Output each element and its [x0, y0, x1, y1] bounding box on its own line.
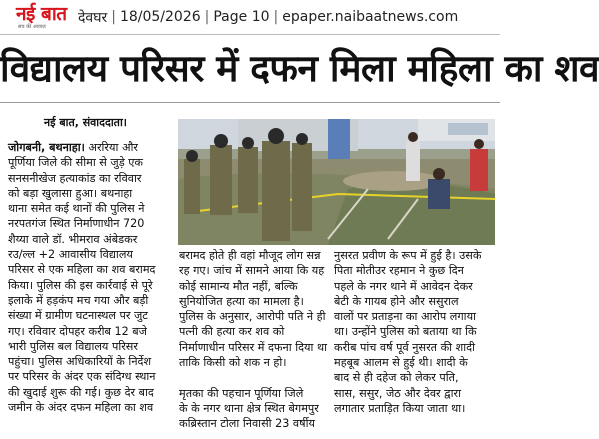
article-column-1 [8, 140, 171, 415]
column-line: बाद से ही दहेज को लेकर पति, [334, 371, 459, 385]
column-line: भारी पुलिस बल विद्यालय परिसर [8, 339, 138, 353]
column-line: ताकि किसी को शक न हो। [179, 356, 287, 370]
column-line: संख्या में ग्रामीण घटनास्थल पर जुट [8, 309, 148, 323]
column-line: सनसनीखेज हत्याकांड का रविवार [8, 171, 142, 185]
column-line: गए। रविवार दोपहर करीब 12 बजे [8, 324, 147, 338]
column-line: नुसरत प्रवीण के रूप में हुई है। उसके [334, 249, 482, 262]
column-line: नरपतगंज स्थित निर्माणाधीन 720 [8, 217, 145, 231]
logo-tagline: सच की आवाज़ [18, 23, 46, 30]
photo-illustration [178, 119, 495, 245]
column-line: रउ/ल्ल +2 आवासीय विद्यालय [8, 248, 133, 262]
column-line: बरामद होते ही वहां मौजूद लोग सन्न [179, 249, 321, 262]
column-line: कब्रिस्तान टोला निवासी 23 वर्षीय [179, 417, 315, 431]
article-byline: नई बात, संवाददाता। [44, 116, 127, 129]
column-line: करीब पांच वर्ष पूर्व नुसरत की शादी [334, 340, 475, 354]
column-line: किया। पुलिस की इस कार्रवाई से पूरे [8, 278, 153, 292]
column-line: पत्नी की हत्या कर शव को [179, 325, 285, 339]
newspaper-logo[interactable] [0, 0, 78, 34]
column-line: पुलिस के अनुसार, आरोपी पति ने ही [179, 310, 326, 324]
column-line: महबूब आलम से हुई थी। शादी के [334, 356, 468, 370]
column-line: निर्माणाधीन परिसर में दफना दिया था [179, 340, 328, 354]
article-photo[interactable] [178, 119, 495, 245]
column-line: बेटी के गायब होने और ससुराल [334, 294, 459, 308]
column-line: सुनियोजित हत्या का मामला है। [179, 294, 304, 308]
logo-text: नई बात [16, 2, 67, 25]
column-line: पहले के नगर थाने में आवेदन देकर [334, 279, 473, 293]
separator: | [273, 9, 279, 25]
column-line: पर परिसर के अंदर एक संदिग्ध स्थान [8, 370, 156, 384]
column-line: जोगबनी, बथनाहा। अररिया और [8, 141, 138, 154]
column-line: लगातार प्रताड़ित किया जाता था। [334, 401, 466, 415]
column-line: पिता मोतीउर रहमान ने कुछ दिन [334, 264, 464, 278]
column-line: पहुंचा। पुलिस अधिकारियों के निर्देश [8, 355, 152, 369]
site-link[interactable]: epaper.naibaatnews.com [282, 9, 459, 25]
column-line: सास, ससुर, जेठ और देवर द्वारा [334, 386, 461, 400]
article-headline: विद्यालय परिसर में दफन मिला महिला का शव [0, 47, 599, 90]
column-line [179, 370, 327, 385]
column-line: जमीन के अंदर दफन महिला का शव [8, 401, 154, 415]
column-line: इलाके में हड़कंप मच गया और बड़ी [8, 293, 149, 307]
column-line: पूर्णिया जिले की सीमा से जुड़े एक [8, 156, 144, 170]
article-column-2 [179, 248, 327, 432]
masthead-bar [0, 0, 500, 35]
edition-date: 18/05/2026 [119, 9, 201, 25]
column-line: थाना समेत कई थानों की पुलिस ने [8, 202, 145, 216]
separator: | [111, 9, 116, 25]
column-line: को बड़ा खुलासा हुआ। बथनाहा [8, 186, 133, 200]
column-line: की खुदाई शुरू की गई। कुछ देर बाद [8, 385, 154, 399]
column-line: मृतका की पहचान पूर्णिया जिले [179, 386, 304, 400]
column-line: शैय्या वाले डॉ. भीमराव अंबेडकर [8, 232, 138, 246]
headline-divider [0, 102, 500, 103]
column-line: था। उन्होंने पुलिस को बताया था कि [334, 325, 477, 339]
column-line: वालों पर प्रताड़ना का आरोप लगाया [334, 310, 476, 324]
article-column-3 [334, 248, 494, 416]
edition-city: देवघर [78, 9, 108, 26]
edition-info [78, 8, 458, 27]
column-line: रह गए। जांच में सामने आया कि यह [179, 264, 325, 278]
column-line: परिसर से एक महिला का शव बरामद [8, 263, 156, 277]
separator: | [204, 9, 210, 25]
column-line: कोई सामान्य मौत नहीं, बल्कि [179, 279, 298, 293]
page-number: Page 10 [213, 9, 270, 25]
column-line: के के नगर थाना क्षेत्र स्थित बेगमपुर [179, 401, 319, 415]
